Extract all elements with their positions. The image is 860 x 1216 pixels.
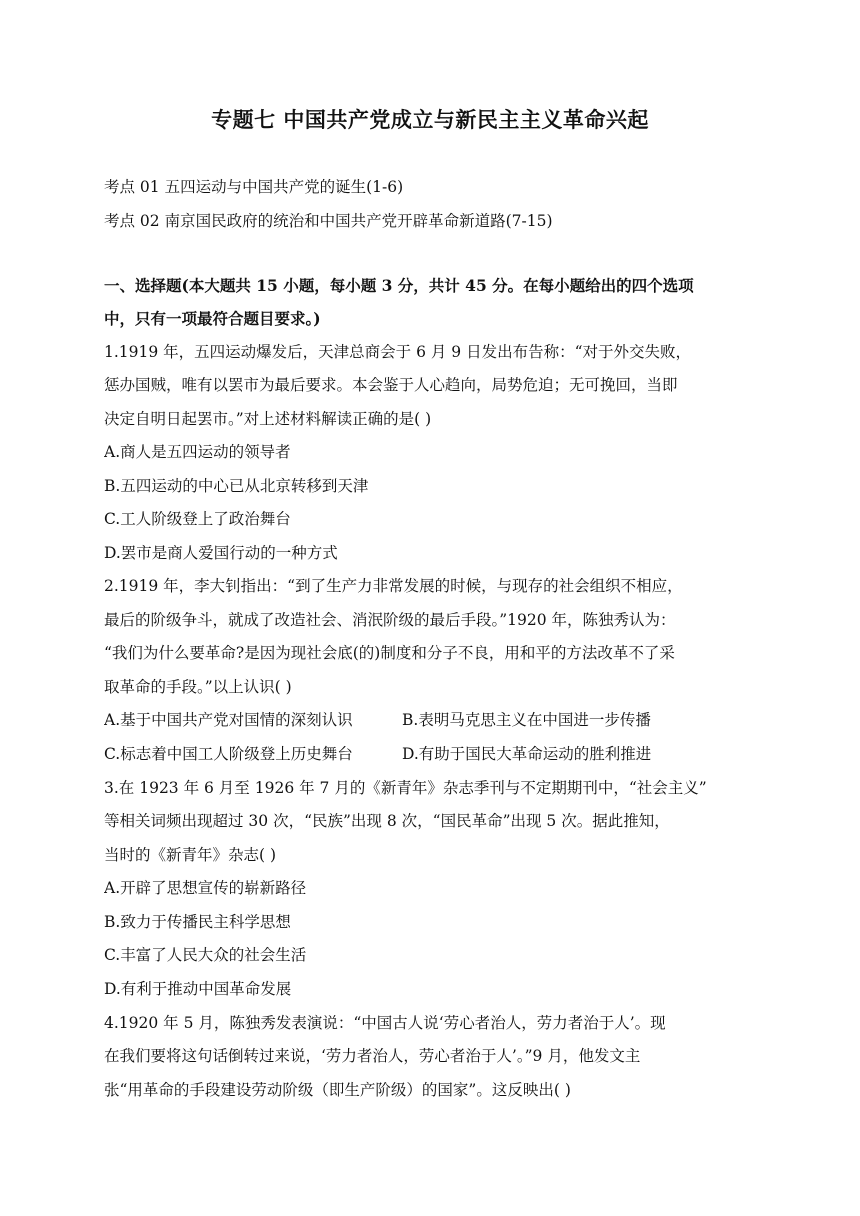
q2-stem-line-4: 取革命的手段。”以上认识( ) bbox=[104, 678, 292, 696]
section-heading-line-1: 一、选择题(本大题共 15 小题，每小题 3 分，共计 45 分。在每小题给出的四个选项 bbox=[104, 276, 694, 295]
q2-stem-line-1: 2.1919 年，李大钊指出：“到了生产力非常发展的时候，与现存的社会组织不相应， bbox=[104, 577, 683, 595]
q1-option-d: D.罢市是商人爱国行动的一种方式 bbox=[104, 544, 338, 562]
q4-stem-line-1: 4.1920 年 5 月，陈独秀发表演说：“中国古人说‘劳心者治人，劳力者治于人’。现 bbox=[104, 1014, 666, 1032]
q2-stem-line-2: 最后的阶级争斗，就成了改造社会、消泯阶级的最后手段。”1920 年，陈独秀认为： bbox=[104, 611, 676, 629]
q2-option-c: C.标志着中国工人阶级登上历史舞台 bbox=[104, 745, 353, 763]
q2-options-row-1 bbox=[104, 709, 754, 731]
q1-option-a: A.商人是五四运动的领导者 bbox=[104, 443, 291, 461]
q4-stem-line-3: 张“用革命的手段建设劳动阶级（即生产阶级）的国家”。这反映出( ) bbox=[104, 1081, 571, 1099]
q3-stem-line-3: 当时的《新青年》杂志( ) bbox=[104, 846, 277, 864]
document-title: 专题七 中国共产党成立与新民主主义革命兴起 bbox=[211, 107, 649, 132]
q3-stem-line-2: 等相关词频出现超过 30 次，“民族”出现 8 次，“国民革命”出现 5 次。据此推知， bbox=[104, 812, 670, 830]
q4-stem-line-2: 在我们要将这句话倒转过来说，‘劳力者治人，劳心者治于人’。”9 月，他发文主 bbox=[104, 1047, 641, 1065]
kaodian-1: 考点 01 五四运动与中国共产党的诞生(1-6) bbox=[104, 178, 404, 196]
q1-stem-line-3: 决定自明日起罢市。”对上述材料解读正确的是( ) bbox=[104, 410, 432, 428]
q3-stem-line-1: 3.在 1923 年 6 月至 1926 年 7 月的《新青年》杂志季刊与不定期期刊中，“社会主义” bbox=[104, 779, 707, 797]
q2-option-b: B.表明马克思主义在中国进一步传播 bbox=[402, 711, 651, 729]
q2-option-d: D.有助于国民大革命运动的胜利推进 bbox=[402, 745, 652, 763]
q1-stem-line-1: 1.1919 年，五四运动爆发后，天津总商会于 6 月 9 日发出布告称：“对于外交失败， bbox=[104, 343, 692, 361]
q3-option-a: A.开辟了思想宣传的崭新路径 bbox=[104, 879, 307, 897]
q3-option-d: D.有利于推动中国革命发展 bbox=[104, 980, 292, 998]
kaodian-2: 考点 02 南京国民政府的统治和中国共产党开辟革命新道路(7-15) bbox=[104, 212, 553, 230]
q2-stem-line-3: “我们为什么要革命?是因为现社会底(的)制度和分子不良，用和平的方法改革不了采 bbox=[104, 644, 675, 662]
section-heading-line-2: 中，只有一项最符合题目要求。) bbox=[104, 309, 321, 328]
q1-option-b: B.五四运动的中心已从北京转移到天津 bbox=[104, 477, 369, 495]
q2-option-a: A.基于中国共产党对国情的深刻认识 bbox=[104, 711, 353, 729]
q1-option-c: C.工人阶级登上了政治舞台 bbox=[104, 510, 291, 528]
q2-options-row-2 bbox=[104, 743, 754, 765]
q3-option-c: C.丰富了人民大众的社会生活 bbox=[104, 946, 307, 964]
q3-option-b: B.致力于传播民主科学思想 bbox=[104, 913, 291, 931]
q1-stem-line-2: 惩办国贼，唯有以罢市为最后要求。本会鉴于人心趋向，局势危迫；无可挽回，当即 bbox=[104, 376, 678, 394]
